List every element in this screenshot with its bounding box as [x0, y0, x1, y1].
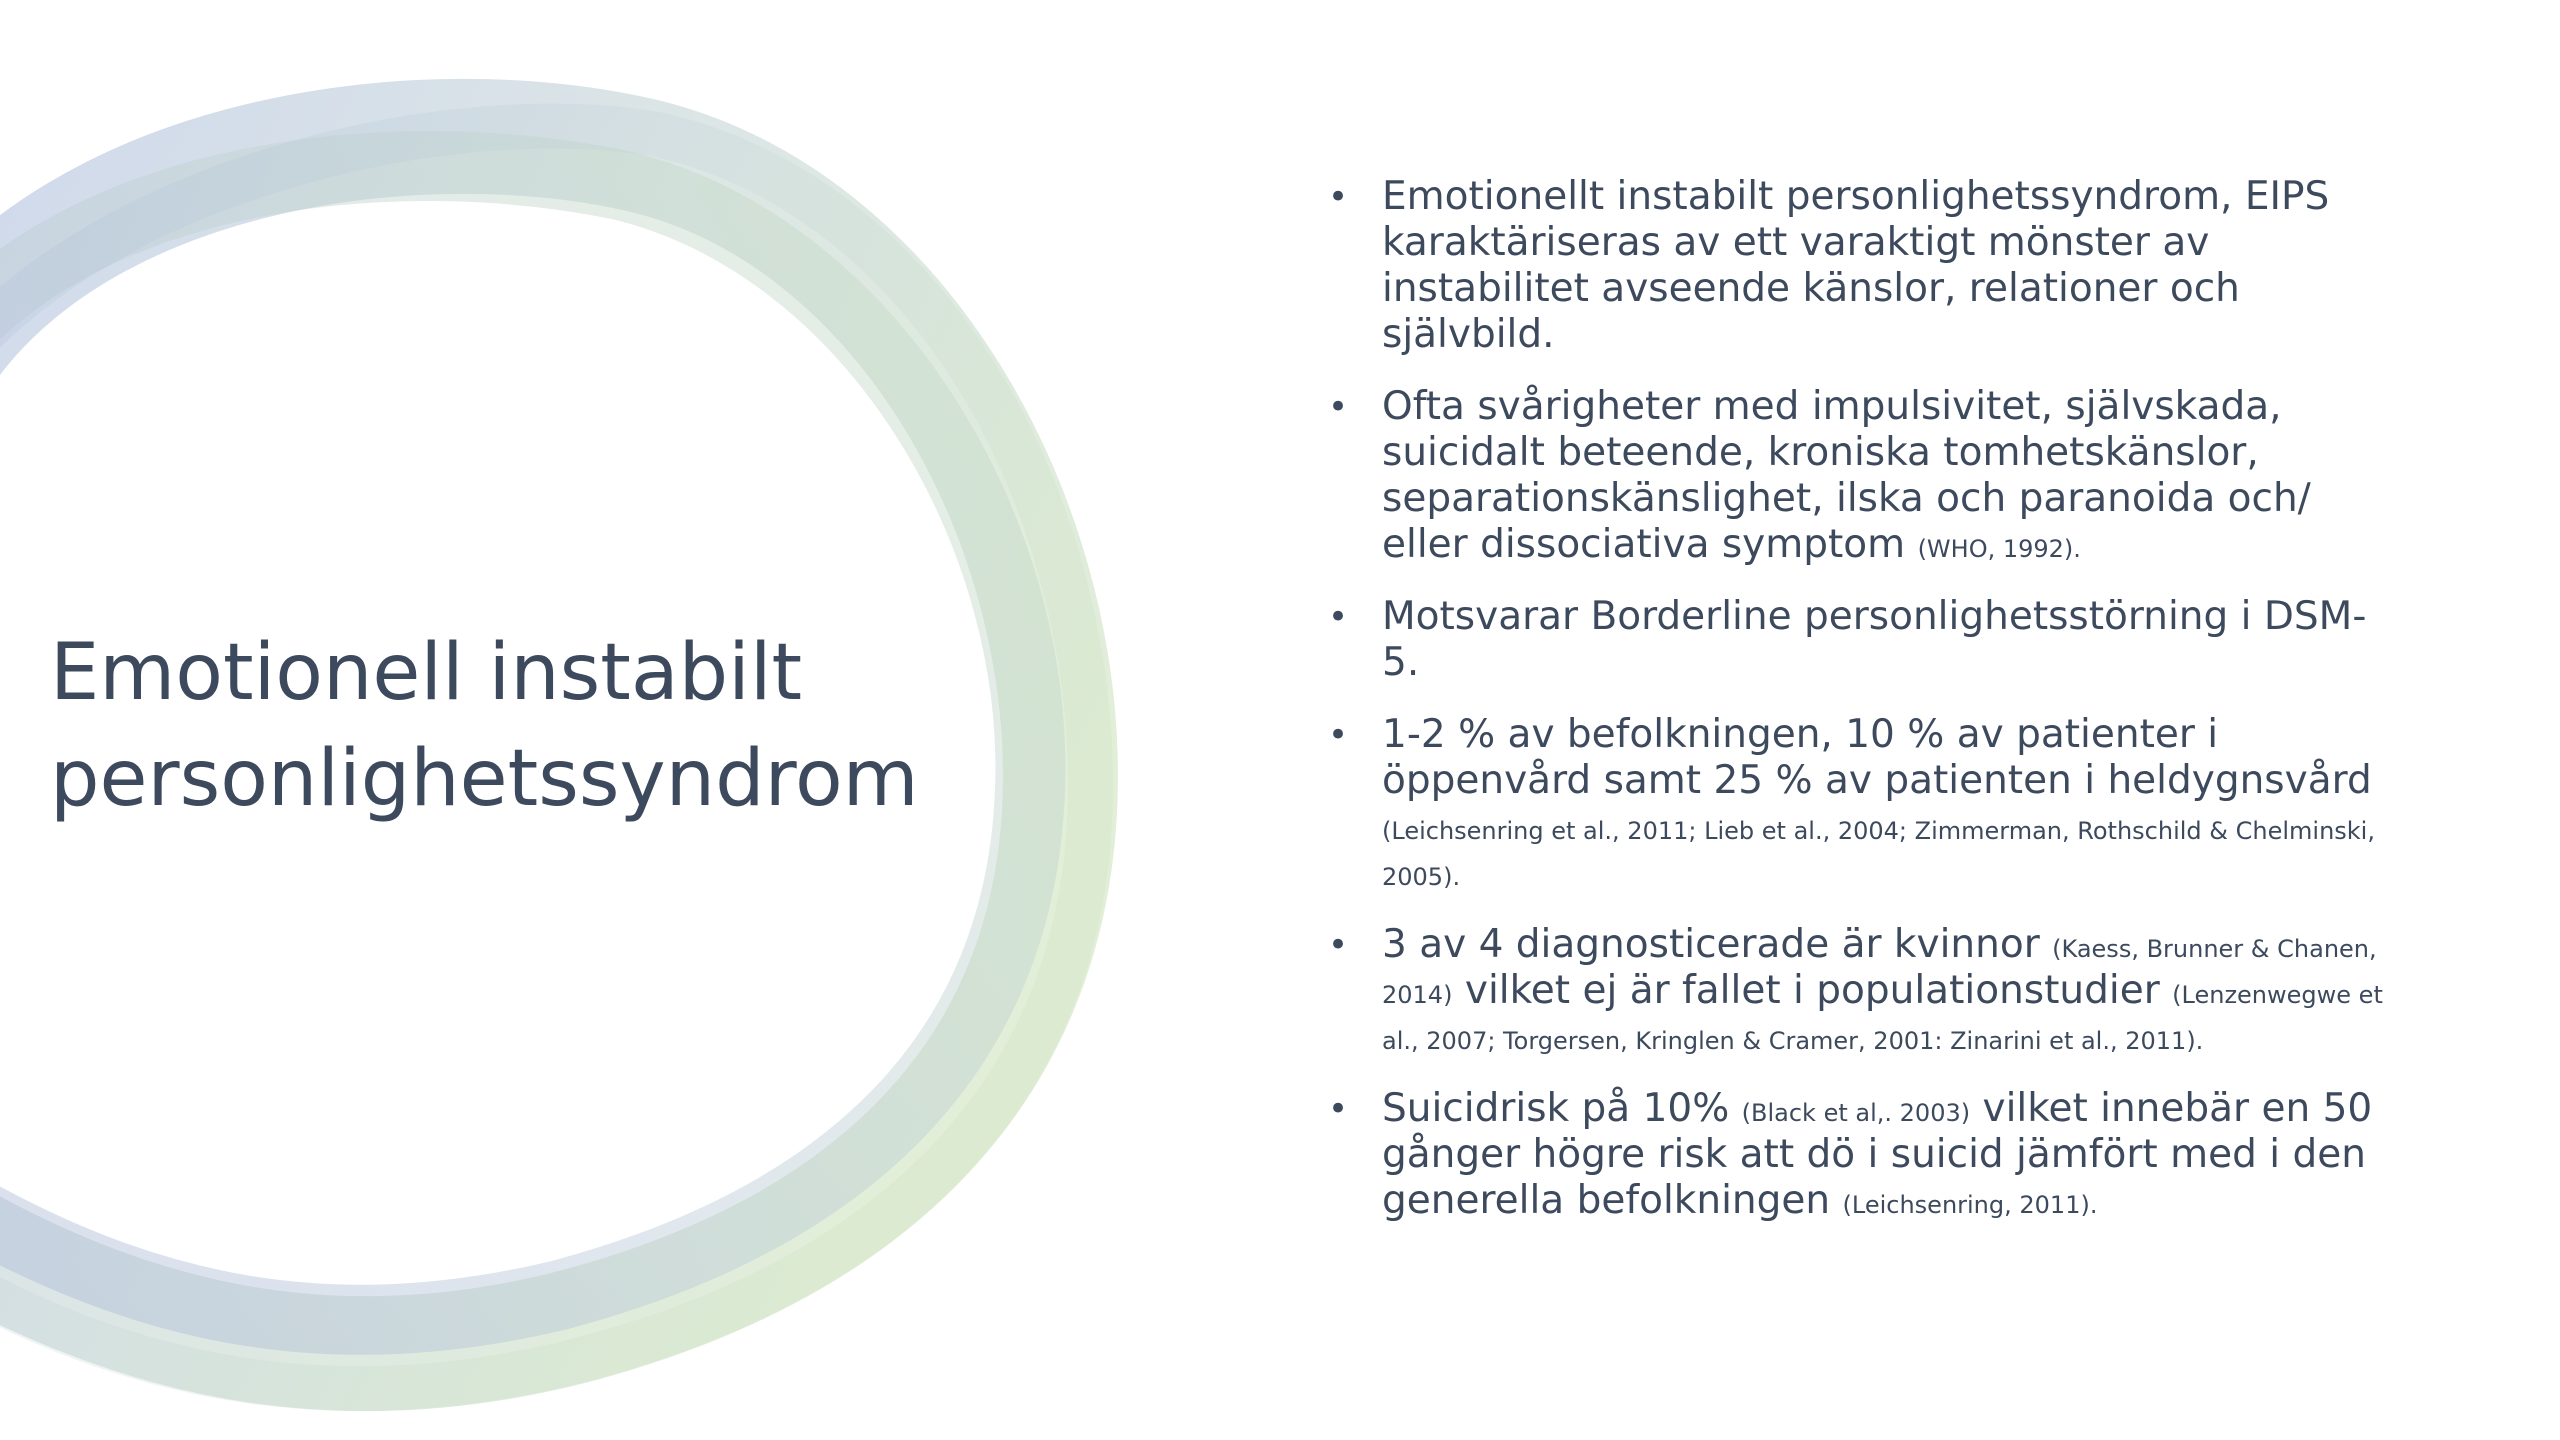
bullet-item-symptoms	[1328, 384, 2403, 568]
bullet-item-dsm5	[1328, 594, 2403, 686]
bullet-text: Emotionellt instabilt personlighetssyndrom, EIPS karaktäriseras av ett varaktigt mönster av instabilitet avseende känslor, relationer och självbild.	[1382, 174, 2330, 357]
citation: (Lenzenwegwe et al., 2007; Torgersen, Kringlen & Cramer, 2001: Zinarini et al., 2011).	[1382, 981, 2383, 1055]
bullet-text-continued: vilket ej är fallet i populationstudier	[1464, 968, 2160, 1013]
slide-title	[50, 620, 1050, 832]
bullet-text-continued: vilket innebär en 50 gånger högre risk att dö i suicid jämfört med i den generella befolkningen	[1382, 1086, 2373, 1223]
slide-title-line-2: personlighetssyndrom	[50, 734, 919, 824]
bullet-item-suicide-risk	[1328, 1086, 2403, 1224]
bullet-item-eips-definition	[1328, 174, 2403, 358]
bullet-text: 1-2 % av befolkningen, 10 % av patienter i öppenvård samt 25 % av patienten i heldygnsvård	[1382, 712, 2372, 803]
bullet-text: 3 av 4 diagnosticerade är kvinnor	[1382, 922, 2040, 967]
bullet-item-gender	[1328, 922, 2403, 1060]
bullet-text: Ofta svårigheter med impulsivitet, självskada, suicidalt beteende, kroniska tomhetskänslor, separationskänslighet, ilska och paranoida och/ eller dissociativa symptom	[1382, 384, 2311, 567]
bullet-text: Motsvarar Borderline personlighetsstörning i DSM-5.	[1382, 594, 2367, 685]
citation: (Leichsenring, 2011).	[1842, 1191, 2098, 1219]
bullet-text: Suicidrisk på 10%	[1382, 1086, 1730, 1131]
bullet-list	[1328, 174, 2403, 1250]
citation: (Kaess, Brunner & Chanen, 2014)	[1382, 935, 2377, 1009]
citation: (WHO, 1992).	[1917, 535, 2081, 563]
citation: (Leichsenring et al., 2011; Lieb et al., 2004; Zimmerman, Rothschild & Chelminski, 2005).	[1382, 817, 2375, 891]
bullet-item-prevalence	[1328, 712, 2403, 896]
slide-title-line-1: Emotionell instabilt	[50, 628, 803, 718]
citation: (Black et al,. 2003)	[1741, 1099, 1971, 1127]
